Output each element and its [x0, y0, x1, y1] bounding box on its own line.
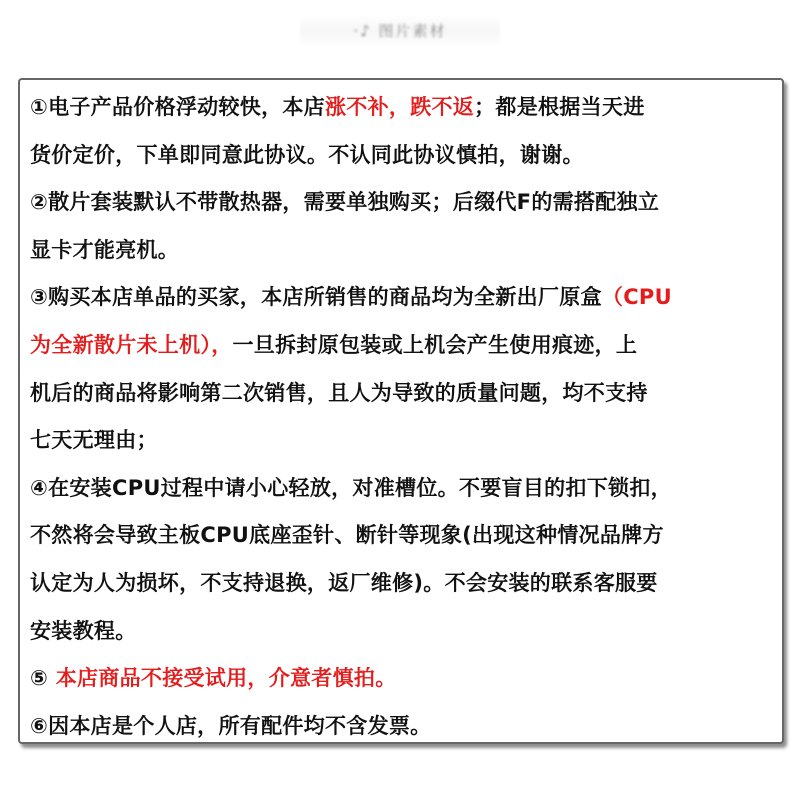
store-notice-box: [18, 78, 784, 744]
highlighted-notice-text: 为全新散片未上机），: [30, 332, 233, 357]
notice-text: ③购买本店单品的买家，本店所销售的商品均为全新出厂原盒: [30, 285, 602, 310]
notice-line: [30, 132, 772, 180]
highlighted-notice-text: 涨不补，跌不返: [324, 95, 475, 119]
notice-text: 货价定价，下单即同意此协议。不认同此协议慎拍，谢谢。: [30, 142, 584, 167]
notice-line: [30, 84, 772, 132]
notice-text: 七天无理由；: [30, 428, 158, 453]
notice-line: [30, 608, 772, 656]
notice-line: [30, 703, 772, 751]
notice-line: [30, 322, 772, 370]
notice-line: [30, 512, 772, 560]
notice-text: 显卡才能亮机。: [30, 237, 180, 262]
notice-line: [30, 227, 772, 275]
notice-text: ；都是根据当天进: [474, 95, 645, 119]
notice-line: [30, 560, 772, 608]
notice-line: [30, 370, 772, 418]
notice-text: ①电子产品价格浮动较快，本店: [30, 95, 325, 119]
notice-text: 安装教程。: [30, 618, 137, 643]
highlighted-notice-text: 本店商品不接受试用，介意者慎拍。: [55, 666, 397, 691]
notice-text: 不然将会导致主板CPU底座歪针、断针等现象(出现这种情况品牌方: [30, 523, 664, 548]
notice-line: [30, 655, 772, 703]
notice-text: ⑥因本店是个人店，所有配件均不含发票。: [30, 713, 432, 738]
notice-text: ④在安装CPU过程中请小心轻放，对准槽位。不要盲目的扣下锁扣，: [30, 475, 672, 500]
notice-line: [30, 274, 772, 322]
notice-text: 认定为人为损坏，不支持退换，返厂维修)。不会安装的联系客服要: [30, 570, 658, 595]
notice-text: 一旦拆封原包装或上机会产生使用痕迹，上: [232, 332, 638, 357]
notice-text: 机后的商品将影响第二次销售，且人为导致的质量问题，均不支持: [30, 380, 648, 405]
notice-line: [30, 179, 772, 227]
notice-text: ②散片套装默认不带散热器，需要单独购买；后缀代F的需搭配独立: [30, 190, 660, 215]
notice-line: [30, 417, 772, 465]
notice-text: ⑤: [30, 666, 56, 691]
highlighted-notice-text: （CPU: [601, 285, 672, 310]
notice-line: [30, 465, 772, 513]
blurred-watermark-header: ·♪ 图片素材: [300, 14, 500, 48]
